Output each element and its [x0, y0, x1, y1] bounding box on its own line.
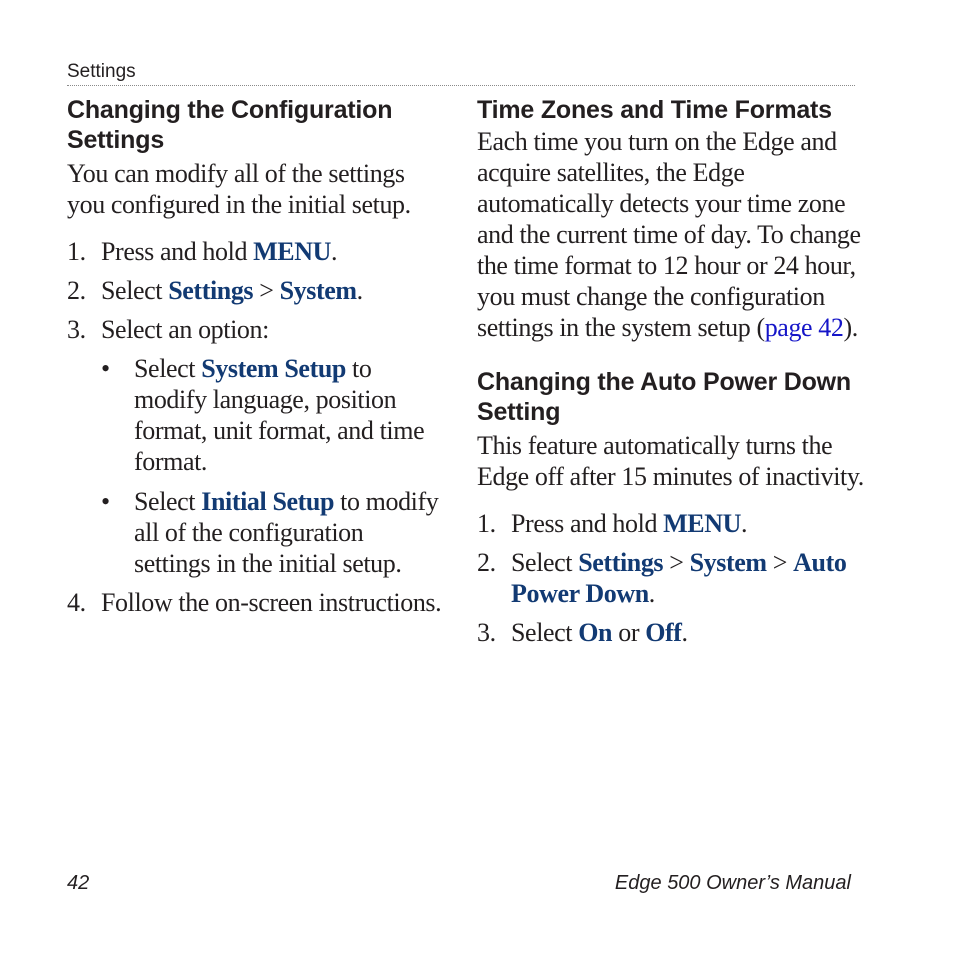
- time-zones-heading: Time Zones and Time Formats: [477, 96, 832, 124]
- step-number: 3.: [477, 618, 496, 647]
- step-text: or: [612, 618, 646, 647]
- option-system-setup: [67, 353, 442, 477]
- settings-keyword: Settings: [578, 548, 664, 577]
- body-text: ).: [843, 313, 858, 342]
- system-setup-keyword: System Setup: [201, 354, 346, 383]
- bullet-text: to modify language, position format, unit format, and time format.: [134, 354, 425, 476]
- step-text: .: [356, 276, 363, 305]
- step-text: Select an option:: [101, 315, 269, 344]
- path-separator: >: [663, 548, 690, 577]
- header-divider: [67, 85, 855, 86]
- auto-power-heading: Changing the Auto Power Down Setting: [477, 368, 852, 426]
- page-number: 42: [67, 872, 90, 894]
- config-step-4: [67, 587, 442, 618]
- step-text: Select: [511, 618, 579, 647]
- body-text: Each time you turn on the Edge and acquire satellites, the Edge automatically detects your time zone and the current time of day. To change the time format to 12 hour or 24 hour, you must change the configuration settings in the system setup (: [477, 127, 861, 342]
- step-number: 3.: [67, 315, 86, 344]
- config-step-2: [67, 275, 442, 306]
- right-column: [477, 95, 867, 648]
- power-step-3: [477, 617, 867, 648]
- auto-power-down-keyword: Auto Power Down: [511, 548, 847, 608]
- step-text: Select: [511, 548, 579, 577]
- step-number: 1.: [477, 509, 496, 538]
- off-keyword: Off: [645, 618, 682, 647]
- initial-setup-keyword: Initial Setup: [201, 487, 335, 516]
- config-settings-heading: Changing the Configuration Settings: [67, 96, 393, 154]
- bullet-text: to modify all of the configuration settings in the initial setup.: [134, 487, 439, 578]
- step-text: Press and hold: [101, 237, 254, 266]
- left-column: [67, 95, 442, 618]
- step-text: .: [741, 509, 748, 538]
- on-keyword: On: [578, 618, 613, 647]
- step-text: .: [681, 618, 688, 647]
- step-number: 1.: [67, 237, 86, 266]
- step-number: 4.: [67, 588, 86, 617]
- path-separator: >: [253, 276, 280, 305]
- menu-keyword: MENU: [253, 237, 332, 266]
- step-number: 2.: [67, 276, 86, 305]
- bullet-text: Select: [134, 354, 202, 383]
- bullet-mark: •: [101, 487, 110, 516]
- config-settings-intro: You can modify all of the settings you configured in the initial setup.: [67, 159, 411, 219]
- step-text: Follow the on-screen instructions.: [101, 588, 442, 617]
- system-keyword: System: [689, 548, 767, 577]
- system-keyword: System: [279, 276, 357, 305]
- power-step-2: [477, 547, 867, 609]
- manual-title: Edge 500 Owner’s Manual: [614, 872, 851, 894]
- page-reference-link[interactable]: page 42: [764, 313, 844, 342]
- power-step-1: [477, 508, 867, 539]
- config-step-3: [67, 314, 442, 345]
- step-text: Press and hold: [511, 509, 664, 538]
- step-text: .: [648, 579, 655, 608]
- bullet-text: Select: [134, 487, 202, 516]
- step-text: Select: [101, 276, 169, 305]
- option-initial-setup: [67, 486, 442, 579]
- menu-keyword: MENU: [663, 509, 742, 538]
- path-separator: >: [766, 548, 794, 577]
- auto-power-intro: This feature automatically turns the Edge off after 15 minutes of inactivity.: [477, 431, 864, 491]
- time-zones-body: [477, 126, 867, 343]
- step-number: 2.: [477, 548, 496, 577]
- bullet-mark: •: [101, 354, 110, 383]
- running-header: Settings: [67, 61, 136, 82]
- settings-keyword: Settings: [168, 276, 254, 305]
- config-step-1: [67, 236, 442, 267]
- step-text: .: [331, 237, 338, 266]
